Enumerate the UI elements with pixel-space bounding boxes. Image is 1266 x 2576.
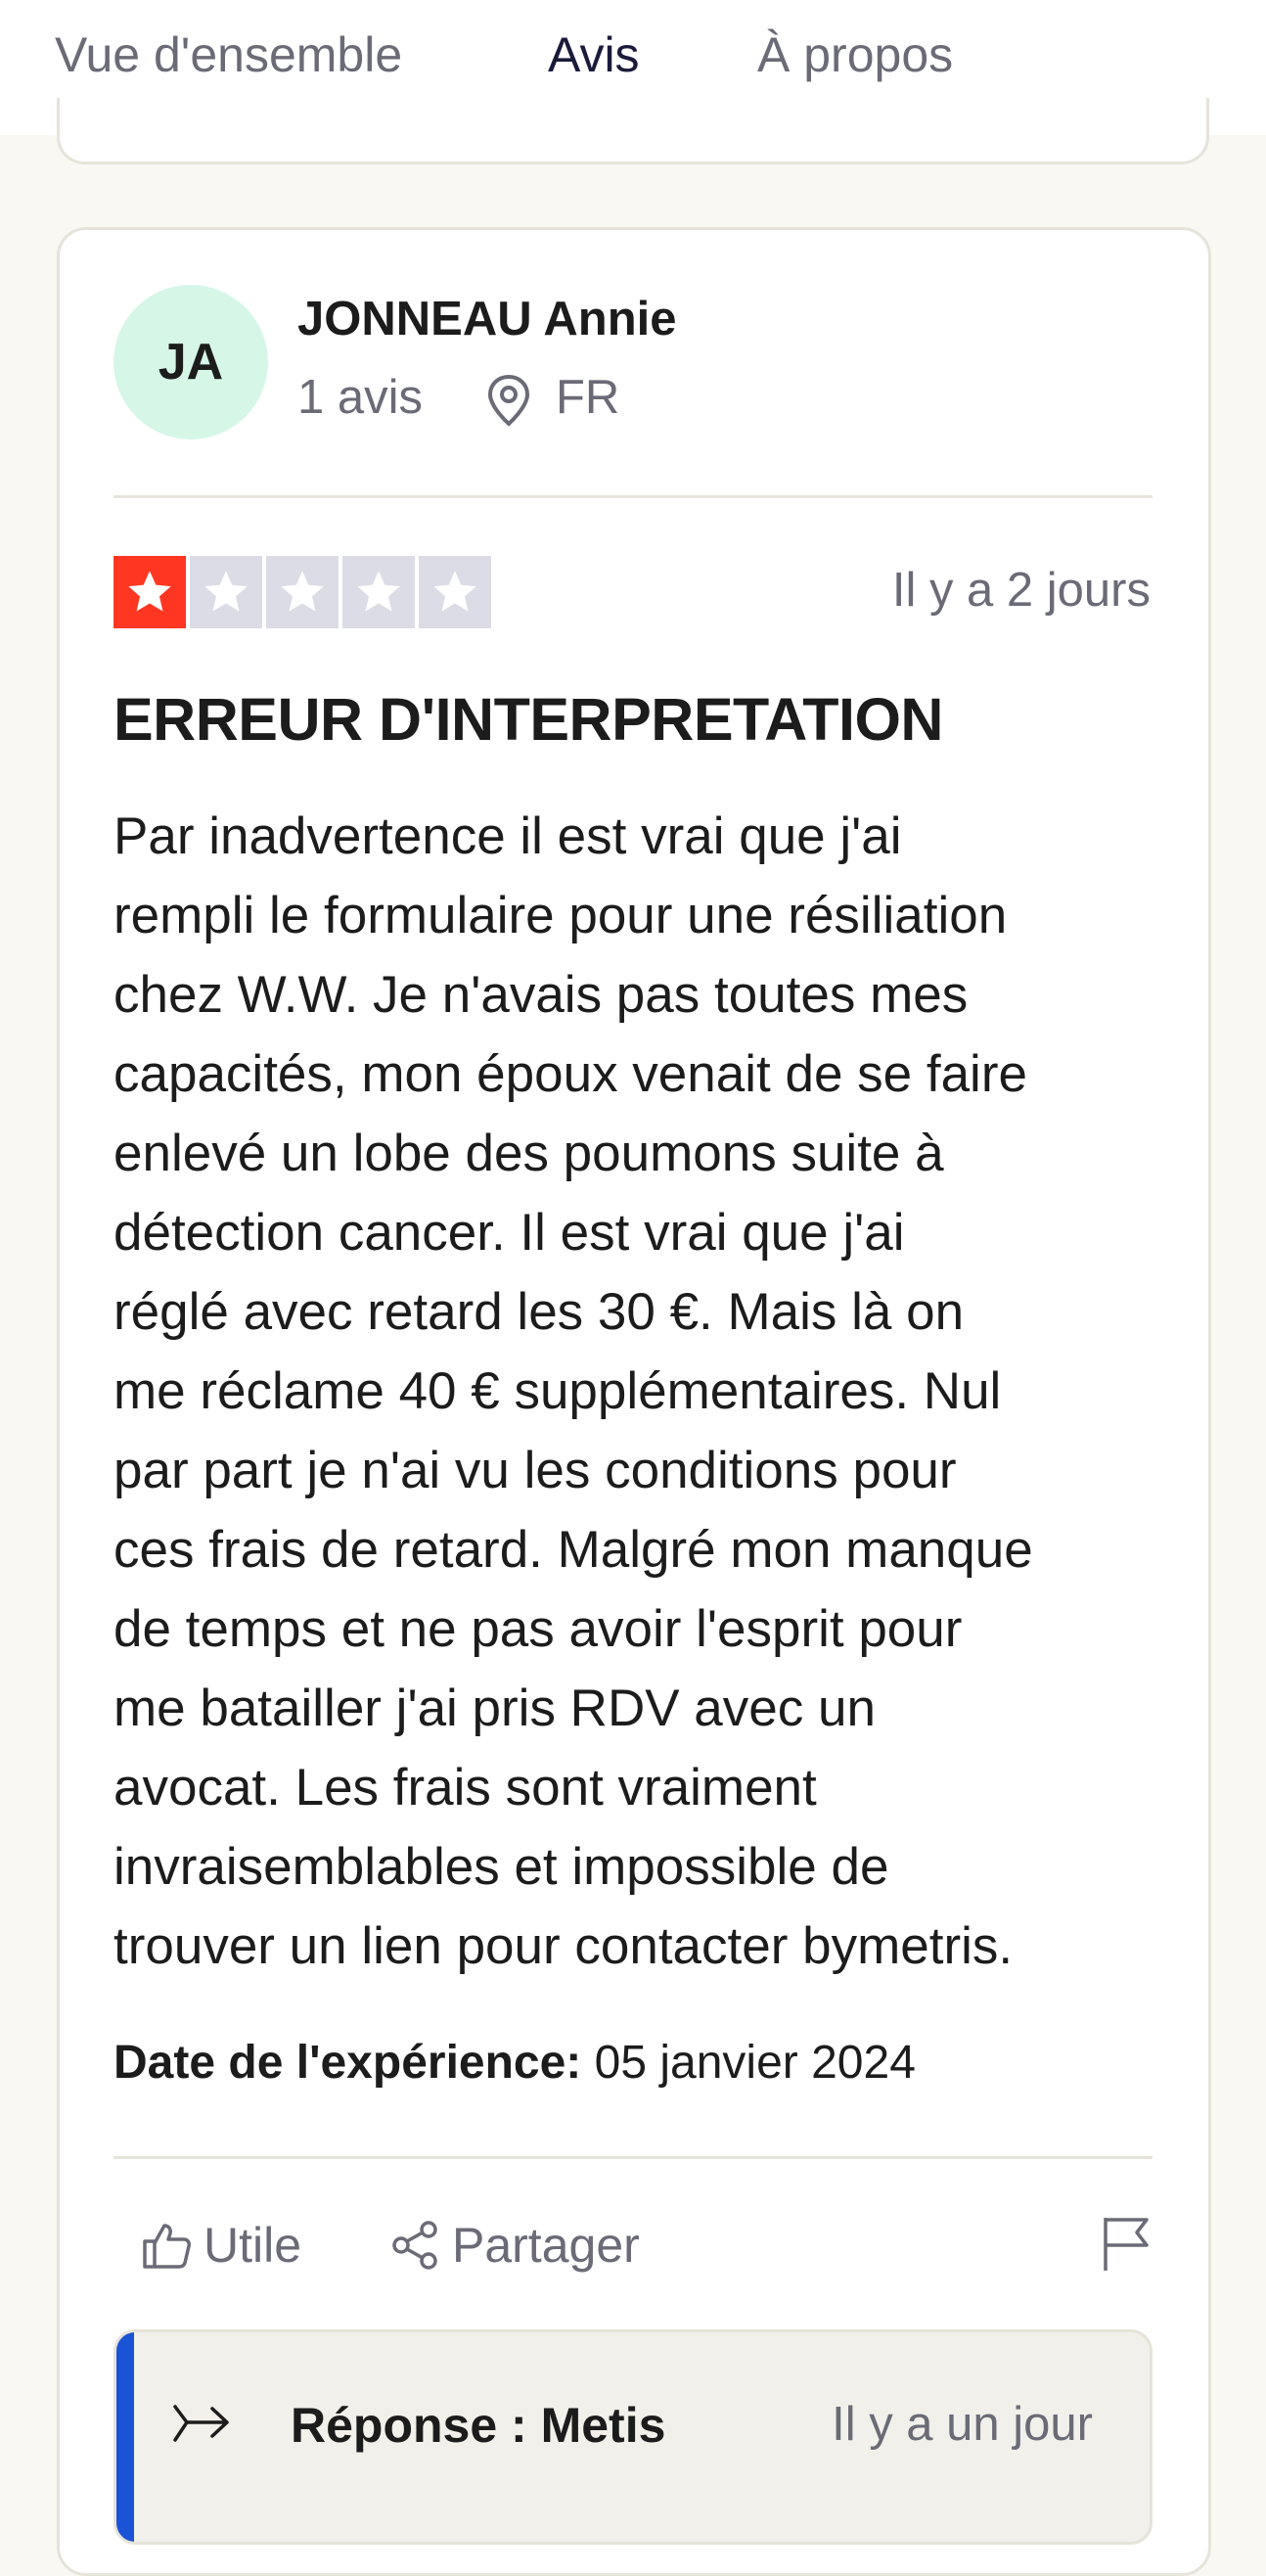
review-title: ERREUR D'INTERPRETATION — [113, 686, 943, 753]
review-body-line: trouver un lien pour contacter bymetris. — [113, 1917, 1014, 1975]
review-body — [113, 797, 1162, 1986]
thumbs-up-icon — [139, 2218, 194, 2273]
star-filled-icon — [113, 556, 186, 628]
map-pin-icon — [485, 373, 532, 428]
company-reply — [113, 2329, 1153, 2545]
tab-reviews[interactable]: Avis — [548, 27, 640, 82]
experience-date-value: 05 janvier 2024 — [594, 2037, 916, 2089]
header-divider — [113, 495, 1153, 498]
star-empty-icon — [419, 556, 491, 628]
share-icon — [387, 2218, 442, 2273]
review-date: Il y a 2 jours — [891, 564, 1151, 617]
reviewer-country: FR — [556, 371, 620, 424]
review-body-line: ces frais de retard. Malgré mon manque — [113, 1521, 1033, 1579]
star-rating — [113, 556, 491, 628]
experience-date — [113, 2036, 916, 2090]
review-body-line: invraisemblables et impossible de — [113, 1838, 889, 1896]
star-empty-icon — [190, 556, 262, 628]
review-body-line: enlevé un lobe des poumons suite à — [113, 1125, 944, 1182]
actions-divider — [113, 2156, 1153, 2159]
review-body-line: me batailler j'ai pris RDV avec un — [113, 1679, 876, 1737]
review-body-line: Par inadvertence il est vrai que j'ai — [113, 807, 902, 865]
reply-title: Réponse : Metis — [291, 2398, 666, 2453]
review-body-line: par part je n'ai vu les conditions pour — [113, 1442, 957, 1499]
review-body-line: détection cancer. Il est vrai que j'ai — [113, 1204, 905, 1262]
share-button[interactable] — [387, 2214, 640, 2277]
reviewer-review-count: 1 avis — [297, 371, 424, 424]
previous-review-card — [57, 98, 1209, 164]
review-body-line: de temps et ne pas avoir l'esprit pour — [113, 1600, 963, 1658]
reply-arrow-icon — [171, 2397, 232, 2448]
reviewer-name[interactable]: JONNEAU Annie — [297, 293, 677, 345]
tab-about[interactable]: À propos — [757, 27, 954, 82]
review-body-line: chez W.W. Je n'avais pas toutes mes — [113, 966, 969, 1024]
useful-button[interactable] — [139, 2214, 301, 2277]
review-body-line: avocat. Les frais sont vraiment — [113, 1759, 817, 1817]
experience-date-label: Date de l'expérience: — [113, 2037, 582, 2089]
useful-label: Utile — [203, 2218, 302, 2273]
review-body-line: rempli le formulaire pour une résiliation — [113, 887, 1008, 944]
tab-overview[interactable]: Vue d'ensemble — [55, 27, 403, 82]
flag-icon[interactable] — [1100, 2214, 1153, 2273]
review-body-line: me réclame 40 € supplémentaires. Nul — [113, 1362, 1002, 1420]
reply-date: Il y a un jour — [832, 2398, 1093, 2451]
avatar[interactable]: JA — [113, 285, 268, 439]
share-label: Partager — [452, 2218, 640, 2273]
review-body-line: réglé avec retard les 30 €. Mais là on — [113, 1283, 965, 1341]
review-body-line: capacités, mon époux venait de se faire — [113, 1045, 1027, 1103]
reply-accent-bar — [116, 2332, 134, 2542]
star-empty-icon — [266, 556, 339, 628]
star-empty-icon — [342, 556, 415, 628]
